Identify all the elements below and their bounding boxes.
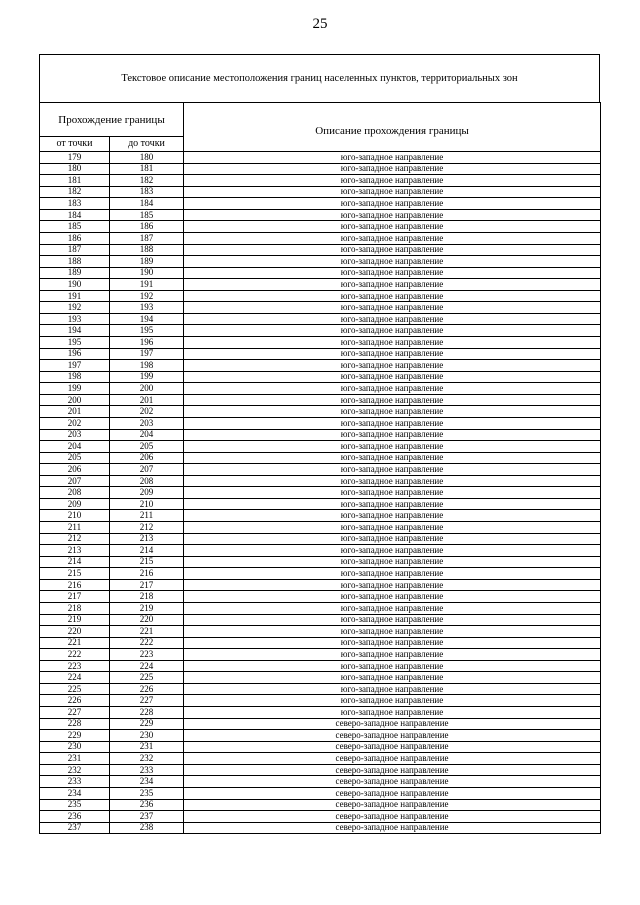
table-row <box>40 637 601 649</box>
table-header <box>40 103 601 152</box>
cell-description: юго-западное направление <box>184 568 601 580</box>
cell-from-point: 221 <box>40 637 110 649</box>
table-row <box>40 568 601 580</box>
cell-to-point: 218 <box>110 591 184 603</box>
table-row <box>40 799 601 811</box>
cell-to-point: 180 <box>110 152 184 164</box>
cell-description: юго-западное направление <box>184 290 601 302</box>
cell-description: юго-западное направление <box>184 545 601 557</box>
cell-from-point: 236 <box>40 811 110 823</box>
cell-description: северо-западное направление <box>184 811 601 823</box>
cell-from-point: 208 <box>40 487 110 499</box>
cell-to-point: 204 <box>110 429 184 441</box>
cell-to-point: 236 <box>110 799 184 811</box>
table-row <box>40 776 601 788</box>
cell-from-point: 210 <box>40 510 110 522</box>
table-row <box>40 221 601 233</box>
table-row <box>40 683 601 695</box>
cell-to-point: 224 <box>110 660 184 672</box>
cell-to-point: 226 <box>110 683 184 695</box>
cell-from-point: 201 <box>40 406 110 418</box>
cell-to-point: 186 <box>110 221 184 233</box>
cell-description: юго-западное направление <box>184 510 601 522</box>
cell-description: юго-западное направление <box>184 267 601 279</box>
table-row <box>40 406 601 418</box>
cell-to-point: 237 <box>110 811 184 823</box>
cell-description: юго-западное направление <box>184 360 601 372</box>
cell-to-point: 233 <box>110 764 184 776</box>
cell-from-point: 194 <box>40 325 110 337</box>
cell-description: юго-западное направление <box>184 198 601 210</box>
cell-from-point: 197 <box>40 360 110 372</box>
cell-description: юго-западное направление <box>184 429 601 441</box>
table-row <box>40 244 601 256</box>
cell-description: юго-западное направление <box>184 221 601 233</box>
cell-from-point: 203 <box>40 429 110 441</box>
table-row <box>40 441 601 453</box>
cell-from-point: 212 <box>40 533 110 545</box>
table-row <box>40 787 601 799</box>
table-row <box>40 290 601 302</box>
table-row <box>40 822 601 834</box>
cell-from-point: 215 <box>40 568 110 580</box>
cell-description: юго-западное направление <box>184 637 601 649</box>
header-description: Описание прохождения границы <box>184 103 601 152</box>
cell-description: юго-западное направление <box>184 533 601 545</box>
table-row <box>40 695 601 707</box>
cell-description: северо-западное направление <box>184 718 601 730</box>
cell-to-point: 220 <box>110 614 184 626</box>
table-row <box>40 186 601 198</box>
table-row <box>40 475 601 487</box>
cell-to-point: 187 <box>110 232 184 244</box>
cell-from-point: 213 <box>40 545 110 557</box>
page-number: 25 <box>312 16 328 32</box>
cell-to-point: 207 <box>110 464 184 476</box>
header-from-point: от точки <box>40 137 110 152</box>
cell-to-point: 217 <box>110 579 184 591</box>
table-row <box>40 556 601 568</box>
cell-description: юго-западное направление <box>184 614 601 626</box>
cell-description: юго-западное направление <box>184 406 601 418</box>
cell-from-point: 224 <box>40 672 110 684</box>
table-row <box>40 302 601 314</box>
cell-to-point: 197 <box>110 348 184 360</box>
cell-description: юго-западное направление <box>184 186 601 198</box>
table-row <box>40 487 601 499</box>
cell-from-point: 205 <box>40 452 110 464</box>
cell-from-point: 193 <box>40 313 110 325</box>
table-row <box>40 360 601 372</box>
cell-from-point: 232 <box>40 764 110 776</box>
table-row <box>40 325 601 337</box>
cell-to-point: 221 <box>110 626 184 638</box>
table-row <box>40 348 601 360</box>
cell-from-point: 181 <box>40 175 110 187</box>
cell-to-point: 213 <box>110 533 184 545</box>
table-row <box>40 452 601 464</box>
cell-to-point: 198 <box>110 360 184 372</box>
table-row <box>40 730 601 742</box>
cell-to-point: 199 <box>110 371 184 383</box>
cell-to-point: 209 <box>110 487 184 499</box>
cell-from-point: 199 <box>40 383 110 395</box>
cell-description: юго-западное направление <box>184 498 601 510</box>
cell-from-point: 196 <box>40 348 110 360</box>
cell-description: юго-западное направление <box>184 672 601 684</box>
cell-from-point: 186 <box>40 232 110 244</box>
cell-to-point: 189 <box>110 256 184 268</box>
cell-description: юго-западное направление <box>184 348 601 360</box>
cell-description: юго-западное направление <box>184 452 601 464</box>
table-row <box>40 313 601 325</box>
table-row <box>40 741 601 753</box>
cell-from-point: 217 <box>40 591 110 603</box>
cell-description: юго-западное направление <box>184 256 601 268</box>
table-row <box>40 498 601 510</box>
cell-to-point: 194 <box>110 313 184 325</box>
cell-description: юго-западное направление <box>184 683 601 695</box>
cell-description: юго-западное направление <box>184 591 601 603</box>
cell-description: юго-западное направление <box>184 175 601 187</box>
cell-description: юго-западное направление <box>184 371 601 383</box>
cell-from-point: 220 <box>40 626 110 638</box>
cell-description: северо-западное направление <box>184 753 601 765</box>
cell-to-point: 214 <box>110 545 184 557</box>
cell-from-point: 229 <box>40 730 110 742</box>
cell-to-point: 206 <box>110 452 184 464</box>
cell-from-point: 191 <box>40 290 110 302</box>
table-row <box>40 522 601 534</box>
cell-from-point: 226 <box>40 695 110 707</box>
table-row <box>40 371 601 383</box>
cell-from-point: 235 <box>40 799 110 811</box>
table-row <box>40 614 601 626</box>
cell-to-point: 225 <box>110 672 184 684</box>
cell-to-point: 235 <box>110 787 184 799</box>
cell-to-point: 181 <box>110 163 184 175</box>
document-title: Текстовое описание местоположения границ населенных пунктов, территориальных зон <box>121 73 518 84</box>
cell-to-point: 215 <box>110 556 184 568</box>
table-row <box>40 267 601 279</box>
cell-from-point: 206 <box>40 464 110 476</box>
table-row <box>40 811 601 823</box>
cell-description: юго-западное направление <box>184 579 601 591</box>
cell-to-point: 183 <box>110 186 184 198</box>
table-row <box>40 649 601 661</box>
cell-from-point: 183 <box>40 198 110 210</box>
table-row <box>40 337 601 349</box>
cell-to-point: 232 <box>110 753 184 765</box>
cell-description: северо-западное направление <box>184 787 601 799</box>
cell-description: юго-западное направление <box>184 441 601 453</box>
cell-description: юго-западное направление <box>184 417 601 429</box>
table-row <box>40 394 601 406</box>
cell-from-point: 195 <box>40 337 110 349</box>
cell-description: юго-западное направление <box>184 163 601 175</box>
cell-to-point: 216 <box>110 568 184 580</box>
table-row <box>40 175 601 187</box>
cell-description: северо-западное направление <box>184 730 601 742</box>
cell-to-point: 196 <box>110 337 184 349</box>
cell-from-point: 189 <box>40 267 110 279</box>
cell-description: северо-западное направление <box>184 776 601 788</box>
cell-to-point: 192 <box>110 290 184 302</box>
cell-from-point: 190 <box>40 279 110 291</box>
cell-to-point: 188 <box>110 244 184 256</box>
cell-from-point: 228 <box>40 718 110 730</box>
cell-from-point: 200 <box>40 394 110 406</box>
cell-to-point: 205 <box>110 441 184 453</box>
cell-from-point: 185 <box>40 221 110 233</box>
cell-from-point: 182 <box>40 186 110 198</box>
cell-from-point: 225 <box>40 683 110 695</box>
cell-from-point: 230 <box>40 741 110 753</box>
cell-from-point: 179 <box>40 152 110 164</box>
cell-description: юго-западное направление <box>184 209 601 221</box>
cell-description: юго-западное направление <box>184 383 601 395</box>
cell-from-point: 202 <box>40 417 110 429</box>
table-row <box>40 533 601 545</box>
header-passage: Прохождение границы <box>40 103 184 137</box>
cell-to-point: 238 <box>110 822 184 834</box>
cell-to-point: 222 <box>110 637 184 649</box>
cell-to-point: 190 <box>110 267 184 279</box>
table-row <box>40 626 601 638</box>
table-row <box>40 209 601 221</box>
table-row <box>40 602 601 614</box>
table-row <box>40 545 601 557</box>
table-row <box>40 510 601 522</box>
cell-description: юго-западное направление <box>184 313 601 325</box>
cell-from-point: 231 <box>40 753 110 765</box>
cell-from-point: 204 <box>40 441 110 453</box>
cell-description: юго-западное направление <box>184 394 601 406</box>
cell-from-point: 207 <box>40 475 110 487</box>
cell-description: юго-западное направление <box>184 695 601 707</box>
cell-from-point: 222 <box>40 649 110 661</box>
cell-from-point: 184 <box>40 209 110 221</box>
cell-to-point: 184 <box>110 198 184 210</box>
cell-description: юго-западное направление <box>184 626 601 638</box>
cell-from-point: 209 <box>40 498 110 510</box>
cell-from-point: 211 <box>40 522 110 534</box>
cell-to-point: 203 <box>110 417 184 429</box>
table-row <box>40 198 601 210</box>
cell-description: северо-западное направление <box>184 822 601 834</box>
cell-from-point: 180 <box>40 163 110 175</box>
table-row <box>40 232 601 244</box>
cell-to-point: 210 <box>110 498 184 510</box>
cell-to-point: 208 <box>110 475 184 487</box>
table-row <box>40 417 601 429</box>
cell-from-point: 198 <box>40 371 110 383</box>
cell-from-point: 233 <box>40 776 110 788</box>
cell-to-point: 228 <box>110 707 184 719</box>
table-row <box>40 579 601 591</box>
cell-description: северо-западное направление <box>184 799 601 811</box>
cell-from-point: 192 <box>40 302 110 314</box>
cell-description: северо-западное направление <box>184 741 601 753</box>
table-row <box>40 464 601 476</box>
table-row <box>40 163 601 175</box>
cell-to-point: 230 <box>110 730 184 742</box>
cell-description: юго-западное направление <box>184 707 601 719</box>
cell-description: юго-западное направление <box>184 325 601 337</box>
table-row <box>40 718 601 730</box>
table-row <box>40 383 601 395</box>
table-row <box>40 279 601 291</box>
cell-to-point: 211 <box>110 510 184 522</box>
cell-to-point: 219 <box>110 602 184 614</box>
table-row <box>40 429 601 441</box>
cell-description: юго-западное направление <box>184 464 601 476</box>
cell-from-point: 218 <box>40 602 110 614</box>
table-row <box>40 256 601 268</box>
cell-description: юго-западное направление <box>184 487 601 499</box>
table-row <box>40 764 601 776</box>
cell-from-point: 234 <box>40 787 110 799</box>
table-row <box>40 591 601 603</box>
boundary-table <box>39 102 601 834</box>
table-body <box>40 152 601 834</box>
cell-to-point: 234 <box>110 776 184 788</box>
table-row <box>40 672 601 684</box>
cell-description: юго-западное направление <box>184 556 601 568</box>
cell-description: юго-западное направление <box>184 475 601 487</box>
table-row <box>40 753 601 765</box>
cell-to-point: 182 <box>110 175 184 187</box>
cell-from-point: 216 <box>40 579 110 591</box>
cell-description: юго-западное направление <box>184 279 601 291</box>
cell-to-point: 202 <box>110 406 184 418</box>
table-row <box>40 707 601 719</box>
cell-to-point: 200 <box>110 383 184 395</box>
cell-to-point: 227 <box>110 695 184 707</box>
cell-to-point: 191 <box>110 279 184 291</box>
cell-description: юго-западное направление <box>184 302 601 314</box>
cell-to-point: 193 <box>110 302 184 314</box>
cell-to-point: 185 <box>110 209 184 221</box>
cell-description: юго-западное направление <box>184 602 601 614</box>
cell-description: юго-западное направление <box>184 244 601 256</box>
cell-description: северо-западное направление <box>184 764 601 776</box>
cell-to-point: 231 <box>110 741 184 753</box>
cell-description: юго-западное направление <box>184 152 601 164</box>
cell-to-point: 212 <box>110 522 184 534</box>
cell-to-point: 195 <box>110 325 184 337</box>
cell-from-point: 219 <box>40 614 110 626</box>
cell-from-point: 214 <box>40 556 110 568</box>
title-frame <box>39 54 600 102</box>
cell-to-point: 201 <box>110 394 184 406</box>
cell-description: юго-западное направление <box>184 232 601 244</box>
cell-description: юго-западное направление <box>184 649 601 661</box>
cell-from-point: 227 <box>40 707 110 719</box>
cell-from-point: 187 <box>40 244 110 256</box>
table-row <box>40 660 601 672</box>
table-row <box>40 152 601 164</box>
cell-description: юго-западное направление <box>184 522 601 534</box>
cell-from-point: 188 <box>40 256 110 268</box>
header-to-point: до точки <box>110 137 184 152</box>
cell-from-point: 223 <box>40 660 110 672</box>
cell-from-point: 237 <box>40 822 110 834</box>
cell-to-point: 223 <box>110 649 184 661</box>
cell-description: юго-западное направление <box>184 337 601 349</box>
cell-description: юго-западное направление <box>184 660 601 672</box>
cell-to-point: 229 <box>110 718 184 730</box>
